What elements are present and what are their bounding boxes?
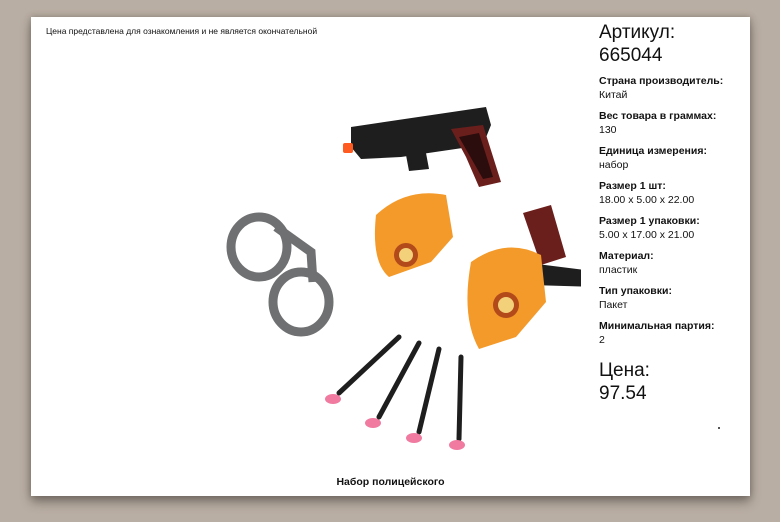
spec-label: Тип упаковки: <box>599 285 672 297</box>
price-label: Цена: <box>599 360 650 381</box>
spec-item-size <box>599 180 749 207</box>
dart-suction-cups <box>325 394 465 450</box>
spec-value: 18.00 x 5.00 x 22.00 <box>599 194 695 206</box>
article-label: Артикул: <box>599 22 676 43</box>
price-block <box>599 359 749 405</box>
spec-value: набор <box>599 159 629 171</box>
handcuffs <box>231 217 329 332</box>
spec-value: 130 <box>599 124 617 136</box>
spec-label: Страна производитель: <box>599 75 724 87</box>
stray-dot <box>718 427 720 429</box>
product-photo <box>221 87 581 457</box>
spec-value: 2 <box>599 334 605 346</box>
product-details <box>599 21 749 405</box>
spec-value: Китай <box>599 89 628 101</box>
spec-value: 5.00 x 17.00 x 21.00 <box>599 229 695 241</box>
pistol-right <box>467 205 581 349</box>
spec-unit <box>599 145 749 172</box>
spec-country <box>599 75 749 102</box>
price-value: 97.54 <box>599 383 647 404</box>
spec-label: Материал: <box>599 250 654 262</box>
spec-label: Минимальная партия: <box>599 320 715 332</box>
holster-left <box>375 193 453 277</box>
product-card <box>31 17 750 496</box>
spec-material <box>599 250 749 277</box>
spec-package-type <box>599 285 749 312</box>
article-value: 665044 <box>599 45 663 66</box>
spec-label: Вес товара в граммах: <box>599 110 717 122</box>
spec-label: Размер 1 шт: <box>599 180 666 192</box>
spec-value: пластик <box>599 264 638 276</box>
spec-label: Размер 1 упаковки: <box>599 215 700 227</box>
pistol-top <box>343 107 501 187</box>
spec-weight <box>599 110 749 137</box>
price-disclaimer: Цена представлена для ознакомления и не является окончательной <box>46 26 318 36</box>
darts <box>339 337 461 439</box>
spec-value: Пакет <box>599 299 628 311</box>
product-caption: Набор полицейского <box>336 476 445 488</box>
spec-label: Единица измерения: <box>599 145 707 157</box>
spec-min-order <box>599 320 749 347</box>
spec-package-size <box>599 215 749 242</box>
